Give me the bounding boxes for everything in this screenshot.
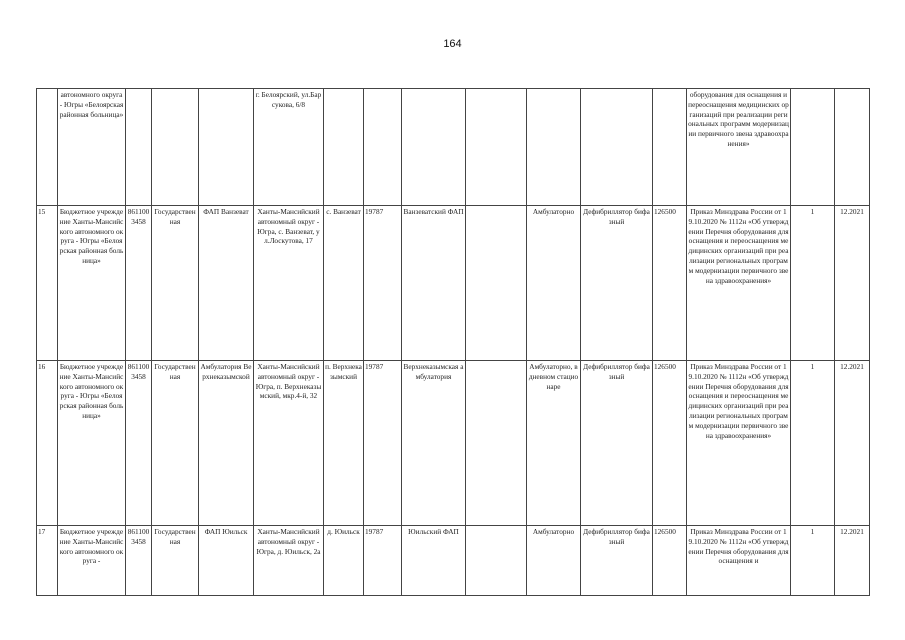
blank-cell (466, 526, 527, 596)
oktmo-cell: 19787 (364, 526, 402, 596)
inn-code-cell (126, 89, 152, 206)
price-cell: 126500 (653, 206, 687, 361)
facility-cell: Юильский ФАП (402, 526, 466, 596)
inn-code-cell: 8611003458 (126, 206, 152, 361)
organization-cell: Бюджетное учреждение Ханты-Мансийского автономного округа - Югры «Белоярская районная больница» (58, 206, 126, 361)
organization-cell: автономного округа - Югры «Белоярская районная больница» (58, 89, 126, 206)
price-cell (653, 89, 687, 206)
address-cell: г. Белоярский, ул.Барсукова, 6/8 (254, 89, 324, 206)
ownership-cell (152, 89, 199, 206)
table-row (37, 89, 870, 206)
address-cell: Ханты-Мансийский автономный округ - Югра, с. Ванзеват, ул.Лоскутова, 17 (254, 206, 324, 361)
table-row (37, 361, 870, 526)
settlement-cell: д. Юильск (324, 526, 364, 596)
inn-code-cell: 8611003458 (126, 361, 152, 526)
oktmo-cell: 19787 (364, 361, 402, 526)
quantity-cell: 1 (791, 526, 835, 596)
quantity-cell: 1 (791, 206, 835, 361)
organization-cell: Бюджетное учреждение Ханты-Мансийского автономного округа - (58, 526, 126, 596)
legal-basis-cell: оборудования для оснащения и переоснащения медицинских организаций при реализации региональных программ модернизации первичного звена здравоохранения» (687, 89, 791, 206)
row-number-cell: 16 (37, 361, 58, 526)
unit-name-cell: ФАП Юильск (199, 526, 254, 596)
quantity-cell: 1 (791, 361, 835, 526)
facility-cell: Верхнеказымская амбулатория (402, 361, 466, 526)
blank-cell (466, 361, 527, 526)
price-cell: 126500 (653, 361, 687, 526)
legal-basis-cell: Приказ Минздрава России от 19.10.2020 № 1112н «Об утверждении Перечня оборудования для оснащения и переоснащения медицинских организаций при реализации региональных программ модернизации первичного звена здравоохранения» (687, 361, 791, 526)
ownership-cell: Государственная (152, 361, 199, 526)
facility-cell (402, 89, 466, 206)
table-row (37, 206, 870, 361)
date-cell (835, 89, 870, 206)
settlement-cell (324, 89, 364, 206)
date-cell: 12.2021 (835, 526, 870, 596)
date-cell: 12.2021 (835, 206, 870, 361)
care-form-cell (527, 89, 581, 206)
row-number-cell: 15 (37, 206, 58, 361)
facility-cell: Ванзеватский ФАП (402, 206, 466, 361)
equipment-register-table (36, 88, 870, 596)
table-row (37, 526, 870, 596)
price-cell: 126500 (653, 526, 687, 596)
care-form-cell: Амбулаторно (527, 526, 581, 596)
equipment-cell: Дефибриллятор бифазный (581, 361, 653, 526)
care-form-cell: Амбулаторно (527, 206, 581, 361)
settlement-cell: с. Ванзеват (324, 206, 364, 361)
legal-basis-cell: Приказ Минздрава России от 19.10.2020 № 1112н «Об утверждении Перечня оборудования для оснащения и (687, 526, 791, 596)
blank-cell (466, 89, 527, 206)
organization-cell: Бюджетное учреждение Ханты-Мансийского автономного округа - Югры «Белоярская районная больница» (58, 361, 126, 526)
page-number: 164 (443, 38, 462, 50)
row-number-cell: 17 (37, 526, 58, 596)
equipment-cell: Дефибриллятор бифазный (581, 206, 653, 361)
oktmo-cell: 19787 (364, 206, 402, 361)
unit-name-cell: Амбулатория Верхнеказымской (199, 361, 254, 526)
row-number-cell (37, 89, 58, 206)
unit-name-cell: ФАП Ванзеват (199, 206, 254, 361)
inn-code-cell: 8611003458 (126, 526, 152, 596)
blank-cell (466, 206, 527, 361)
care-form-cell: Амбулаторно, в дневном стационаре (527, 361, 581, 526)
unit-name-cell (199, 89, 254, 206)
settlement-cell: п. Верхнеказымский (324, 361, 364, 526)
address-cell: Ханты-Мансийский автономный округ - Югра, п. Верхнеказымский, мкр.4-й, 32 (254, 361, 324, 526)
legal-basis-cell: Приказ Минздрава России от 19.10.2020 № 1112н «Об утверждении Перечня оборудования для оснащения и переоснащения медицинских организаций при реализации региональных программ модернизации первичного звена здравоохранения» (687, 206, 791, 361)
oktmo-cell (364, 89, 402, 206)
quantity-cell (791, 89, 835, 206)
date-cell: 12.2021 (835, 361, 870, 526)
ownership-cell: Государственная (152, 526, 199, 596)
ownership-cell: Государственная (152, 206, 199, 361)
address-cell: Ханты-Мансийский автономный округ - Югра, д. Юильск, 2а (254, 526, 324, 596)
equipment-cell (581, 89, 653, 206)
equipment-cell: Дефибриллятор бифазный (581, 526, 653, 596)
